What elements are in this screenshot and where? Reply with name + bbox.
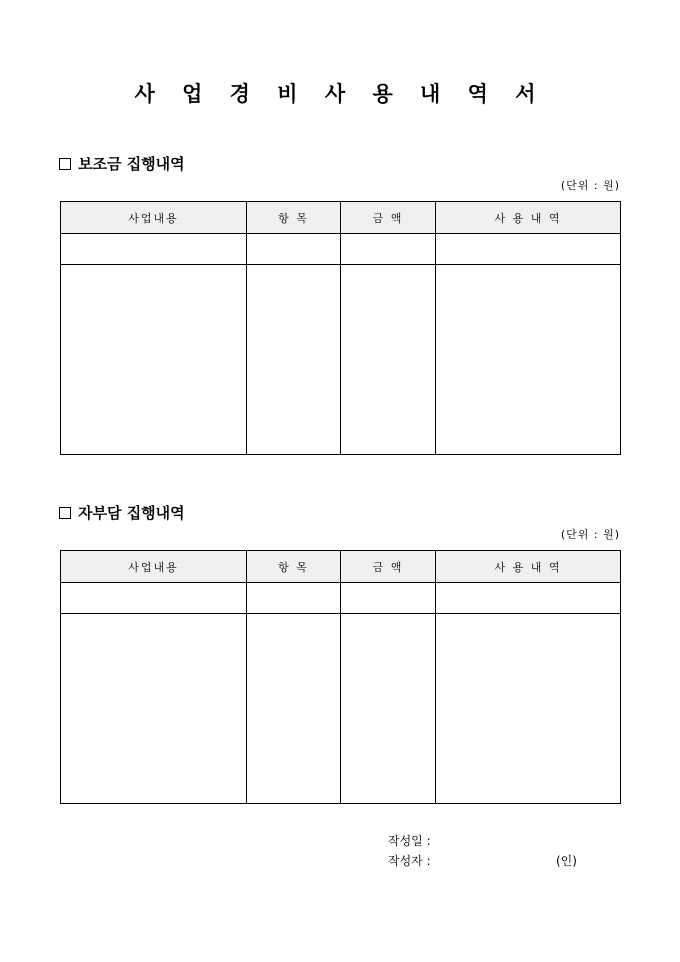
checkbox-icon xyxy=(59,158,71,170)
table-cell[interactable] xyxy=(341,614,436,804)
table-cell[interactable] xyxy=(341,234,436,265)
table-cell[interactable] xyxy=(436,265,621,455)
table-cell[interactable] xyxy=(436,583,621,614)
table-cell[interactable] xyxy=(61,614,247,804)
subsidy-table xyxy=(60,201,621,455)
table-cell[interactable] xyxy=(436,234,621,265)
author-label: 작성자 : xyxy=(388,854,431,868)
table-cell[interactable] xyxy=(341,265,436,455)
table-header-row xyxy=(61,202,621,234)
table-row xyxy=(61,234,621,265)
column-header-amount: 금 액 xyxy=(341,202,436,234)
seal-mark: (인) xyxy=(556,854,577,868)
column-header-item: 항 목 xyxy=(247,551,341,583)
unit-note: (단위 : 원) xyxy=(560,528,620,541)
document-title: 사 업 경 비 사 용 내 역 서 xyxy=(134,81,546,106)
table-cell[interactable] xyxy=(247,614,341,804)
column-header-business: 사업내용 xyxy=(61,551,247,583)
section-heading-label: 자부담 집행내역 xyxy=(78,504,185,522)
column-header-usage: 사 용 내 역 xyxy=(436,551,621,583)
table-cell[interactable] xyxy=(61,234,247,265)
table-cell[interactable] xyxy=(341,583,436,614)
section-heading-self-funded xyxy=(59,503,185,523)
table-header-row xyxy=(61,551,621,583)
table-cell[interactable] xyxy=(247,234,341,265)
date-label: 작성일 : xyxy=(388,834,431,848)
unit-note: (단위 : 원) xyxy=(560,179,620,192)
table-row xyxy=(61,583,621,614)
checkbox-icon xyxy=(59,507,71,519)
column-header-item: 항 목 xyxy=(247,202,341,234)
column-header-amount: 금 액 xyxy=(341,551,436,583)
table-cell[interactable] xyxy=(436,614,621,804)
table-row xyxy=(61,614,621,804)
table-cell[interactable] xyxy=(61,583,247,614)
self-funded-table xyxy=(60,550,621,804)
section-heading-label: 보조금 집행내역 xyxy=(78,155,185,173)
section-heading-subsidy xyxy=(59,154,185,174)
table-cell[interactable] xyxy=(247,265,341,455)
column-header-usage: 사 용 내 역 xyxy=(436,202,621,234)
table-row xyxy=(61,265,621,455)
column-header-business: 사업내용 xyxy=(61,202,247,234)
table-cell[interactable] xyxy=(61,265,247,455)
table-cell[interactable] xyxy=(247,583,341,614)
